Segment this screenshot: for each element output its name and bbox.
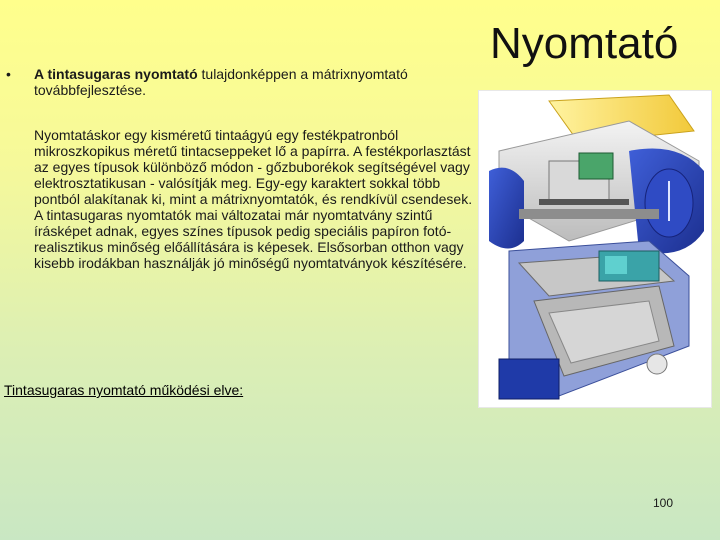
page-number: 100	[653, 496, 674, 510]
intro-rest-text: tulajdonképpen a mátrixnyomtató továbbfejlesztése.	[34, 66, 408, 98]
printer-illustration	[479, 91, 711, 407]
bullet-marker: •	[6, 66, 11, 82]
slide-title: Nyomtató	[490, 19, 679, 68]
intro-bullet	[34, 66, 454, 98]
paragraph-1: Nyomtatáskor egy kisméretű tintaágyú egy festékpatronból mikroszkopikus méretű tintacseppeket lő a papírra. A festékporlasztást az egyes típusok különböző módon - gőzbuborékok segítségével vagy elektrosztatikusan - valósítják meg. Egy-egy karaktert sokkal több pontból alakítanak ki, mint a mátrixnyomtatók, és rendkívül csendesek.	[34, 127, 473, 207]
paragraph-2: A tintasugaras nyomtatók mai változatai már nyomtatvány szintű írásképet adnak, egyes színes típusok pedig speciális papíron fotó-realisztikus minőség előállítására is képesek. Elsősorban otthon vagy kisebb irodákban használják jó minőségű nyomtatványok készítésére.	[34, 207, 467, 271]
working-principle-link[interactable]: Tintasugaras nyomtató működési elve:	[4, 382, 244, 398]
inkjet-printer-image	[478, 90, 712, 408]
intro-bold-text: A tintasugaras nyomtató	[34, 66, 198, 82]
body-text	[34, 127, 474, 271]
